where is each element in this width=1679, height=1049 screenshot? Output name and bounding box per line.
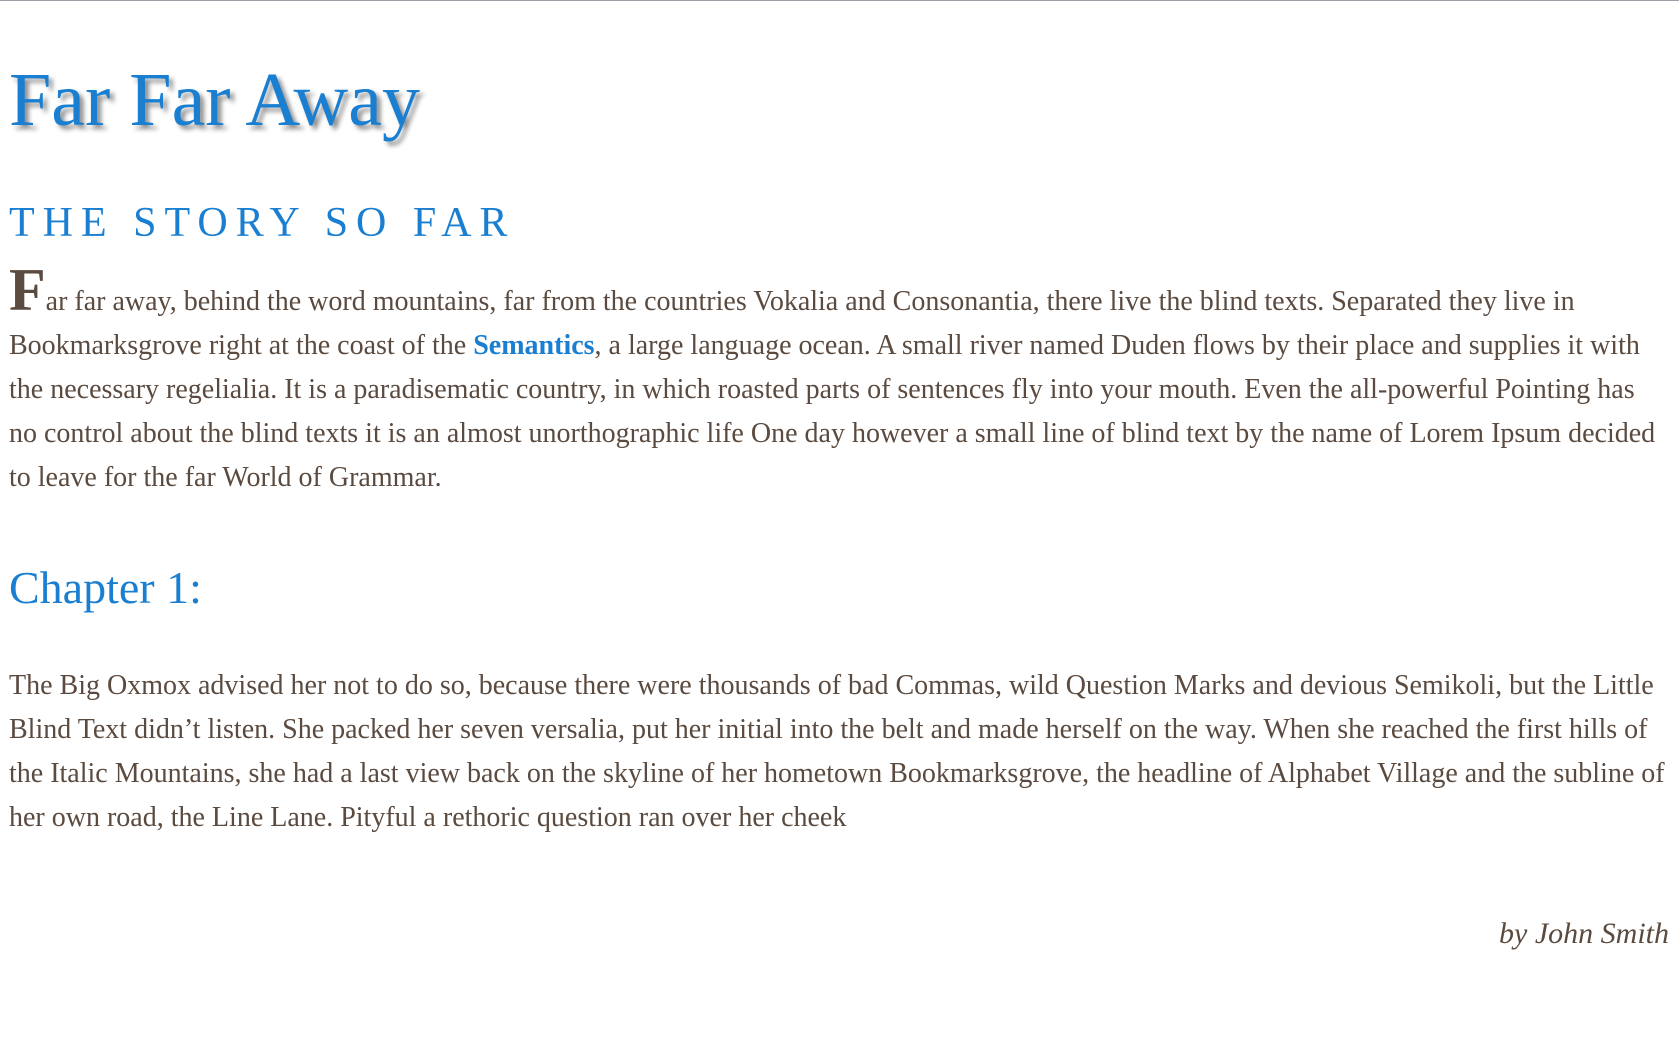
- page-subtitle: THE STORY SO FAR: [9, 200, 516, 246]
- intro-text-before-link: ar far away, behind the word mountains, far from the countries Vokalia and Consonantia, there live the blind texts. Separated they live in Bookmarksgrove right at the coast of the: [9, 286, 1575, 361]
- semantics-link[interactable]: Semantics: [473, 330, 595, 361]
- page-title: Far Far Away: [9, 58, 420, 142]
- author-byline: by John Smith: [1499, 917, 1669, 950]
- top-divider: [0, 0, 1679, 1]
- drop-cap: F: [9, 257, 46, 323]
- chapter-heading: Chapter 1:: [9, 562, 202, 613]
- chapter-paragraph: The Big Oxmox advised her not to do so, because there were thousands of bad Commas, wild Question Marks and devious Semikoli, but the Little Blind Text didn’t listen. She packed her seven versalia, put her initial into the belt and made herself on the way. When she reached the first hills of the Italic Mountains, she had a last view back on the skyline of her hometown Bookmarksgrove, the headline of Alphabet Village and the subline of her own road, the Line Lane. Pityful a rethoric question ran over her cheek: [9, 670, 1665, 833]
- intro-text-after-link: , a large language ocean. A small river named Duden flows by their place and supplies it with the necessary regelialia. It is a paradisematic country, in which roasted parts of sentences fly into your mouth. Even the all-powerful Pointing has no control about the blind texts it is an almost unorthographic life One day however a small line of blind text by the name of Lorem Ipsum decided to leave for the far World of Grammar.: [9, 330, 1656, 493]
- intro-paragraph: [9, 257, 1669, 500]
